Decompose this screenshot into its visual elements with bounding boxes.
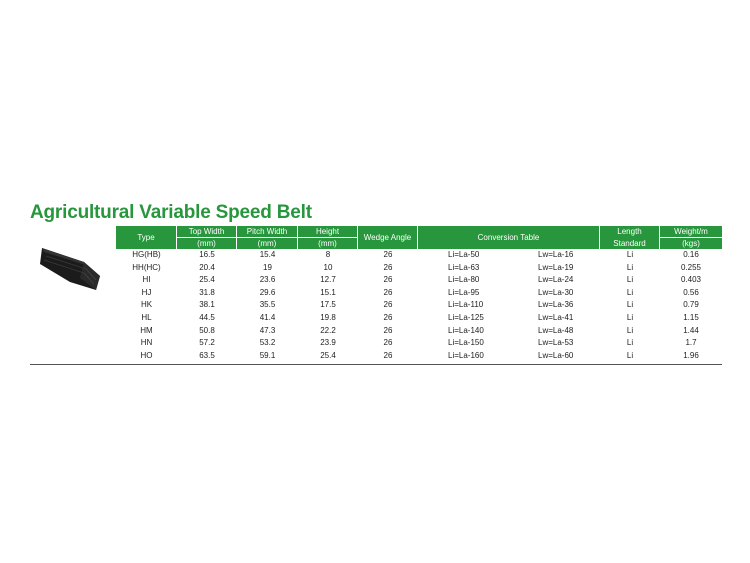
cell-length-standard: Li	[626, 325, 634, 335]
cell-top-width: 31.8	[199, 287, 215, 297]
header-pitch-width: Pitch Width	[237, 226, 298, 237]
cell-wedge-angle: 26	[383, 300, 393, 310]
cell-conversion-lw: Lw=La-48	[538, 325, 574, 335]
cell-weight: 1.96	[683, 350, 699, 360]
cell-type: HL	[141, 312, 152, 322]
cell-wedge-angle: 26	[383, 325, 393, 335]
header-height: Height	[298, 226, 358, 237]
cell-height: 12.7	[320, 275, 336, 285]
cell-height: 23.9	[320, 338, 336, 348]
table-row	[116, 350, 722, 363]
cell-conversion	[418, 249, 600, 262]
cell-pitch-width: 15.4	[259, 250, 276, 259]
cell-length-standard: Li	[626, 350, 634, 360]
header-height-unit: (mm)	[298, 237, 358, 249]
cell-conversion-li: Li=La-160	[448, 350, 484, 360]
header-pitch-width-unit: (mm)	[237, 237, 298, 249]
cell-length-standard: Li	[626, 287, 634, 297]
cell-conversion-lw: Lw=La-41	[538, 312, 574, 322]
header-weight-unit: (kgs)	[660, 237, 722, 249]
cell-wedge-angle: 26	[383, 312, 393, 322]
cell-pitch-width: 29.6	[259, 287, 276, 297]
cell-wedge-angle: 26	[383, 262, 393, 272]
cell-conversion-li: Li=La-80	[448, 275, 480, 285]
table-row	[116, 274, 722, 287]
header-length: Length	[600, 226, 660, 237]
cell-weight: 0.56	[683, 287, 699, 297]
cell-top-width: 25.4	[199, 275, 215, 285]
bottom-divider	[30, 364, 722, 365]
cell-height: 17.5	[320, 300, 336, 310]
cell-height: 8	[325, 250, 331, 259]
header-top-width-unit: (mm)	[177, 237, 237, 249]
cell-wedge-angle: 26	[383, 350, 393, 360]
header-standard: Standard	[600, 237, 660, 249]
cell-length-standard: Li	[626, 275, 634, 285]
cell-type: HK	[140, 300, 153, 310]
cell-conversion	[418, 262, 600, 275]
cell-conversion-lw: Lw=La-60	[538, 350, 574, 360]
table-header-row	[116, 226, 722, 237]
cell-top-width: 38.1	[199, 300, 215, 310]
cell-type: HI	[142, 275, 151, 285]
page-title: Agricultural Variable Speed Belt	[30, 202, 312, 223]
cell-height: 10	[323, 262, 333, 272]
cell-type: HN	[140, 338, 153, 348]
cell-height: 19.8	[320, 312, 336, 322]
cell-top-width: 16.5	[199, 250, 215, 259]
cell-weight: 1.44	[683, 325, 699, 335]
cell-conversion-li: Li=La-150	[448, 338, 484, 348]
cell-top-width: 63.5	[199, 350, 215, 360]
cell-pitch-width: 53.2	[259, 338, 276, 348]
table-row	[116, 312, 722, 325]
cell-type: HO	[140, 350, 153, 360]
cell-conversion-li: Li=La-140	[448, 325, 484, 335]
cell-length-standard: Li	[626, 262, 634, 272]
cell-conversion	[418, 287, 600, 300]
cell-top-width: 44.5	[199, 312, 215, 322]
cell-height: 15.1	[320, 287, 336, 297]
cell-height: 25.4	[320, 350, 336, 360]
cell-conversion-lw: Lw=La-36	[538, 300, 574, 310]
cell-conversion	[418, 274, 600, 287]
table-row	[116, 287, 722, 300]
cell-conversion-li: Li=La-125	[448, 312, 484, 322]
cell-wedge-angle: 26	[383, 275, 393, 285]
table-row	[116, 337, 722, 350]
cell-wedge-angle: 26	[383, 250, 393, 259]
cell-conversion-lw: Lw=La-16	[538, 250, 574, 259]
cell-conversion	[418, 337, 600, 350]
cell-top-width: 57.2	[199, 338, 215, 348]
header-weight: Weight/m	[660, 226, 722, 237]
cell-conversion-li: Li=La-110	[448, 300, 484, 310]
table-row	[116, 299, 722, 312]
cell-wedge-angle: 26	[383, 338, 393, 348]
header-type: Type	[116, 226, 177, 249]
cell-conversion	[418, 325, 600, 338]
cell-weight: 0.255	[680, 262, 702, 272]
cell-weight: 1.15	[683, 312, 699, 322]
cell-weight: 0.79	[683, 300, 699, 310]
cell-pitch-width: 19	[263, 262, 272, 272]
cell-conversion-lw: Lw=La-30	[538, 287, 574, 297]
cell-conversion-li: Li=La-95	[448, 287, 480, 297]
cell-weight: 1.7	[685, 338, 697, 348]
cell-pitch-width: 47.3	[259, 325, 276, 335]
cell-type: HM	[140, 325, 153, 335]
cell-conversion	[418, 350, 600, 363]
cell-conversion-lw: Lw=La-24	[538, 275, 574, 285]
table-row	[116, 325, 722, 338]
cell-length-standard: Li	[626, 250, 634, 259]
cell-length-standard: Li	[626, 338, 634, 348]
header-top-width: Top Width	[177, 226, 237, 237]
table-row	[116, 262, 722, 275]
v-belt-cross-section-image	[40, 242, 102, 292]
cell-pitch-width: 41.4	[259, 312, 276, 322]
table-row	[116, 249, 722, 262]
cell-conversion	[418, 299, 600, 312]
belt-spec-table	[116, 226, 722, 362]
cell-top-width: 50.8	[199, 325, 215, 335]
cell-type: HJ	[141, 287, 152, 297]
cell-weight: 0.403	[680, 275, 702, 285]
cell-type: HH(HC)	[132, 262, 161, 272]
cell-height: 22.2	[320, 325, 336, 335]
cell-conversion	[418, 312, 600, 325]
cell-pitch-width: 59.1	[259, 350, 276, 360]
cell-conversion-li: Li=La-50	[448, 250, 480, 259]
cell-wedge-angle: 26	[383, 287, 393, 297]
cell-conversion-lw: Lw=La-53	[538, 338, 574, 348]
header-conversion-table: Conversion Table	[418, 226, 600, 249]
header-wedge-angle: Wedge Angle	[358, 226, 418, 249]
cell-conversion-li: Li=La-63	[448, 262, 480, 272]
cell-length-standard: Li	[626, 312, 634, 322]
cell-pitch-width: 35.5	[259, 300, 276, 310]
cell-length-standard: Li	[626, 300, 634, 310]
cell-pitch-width: 23.6	[259, 275, 276, 285]
cell-top-width: 20.4	[199, 262, 215, 272]
cell-conversion-lw: Lw=La-19	[538, 262, 574, 272]
cell-weight: 0.16	[683, 250, 699, 259]
cell-type: HG(HB)	[132, 250, 161, 259]
